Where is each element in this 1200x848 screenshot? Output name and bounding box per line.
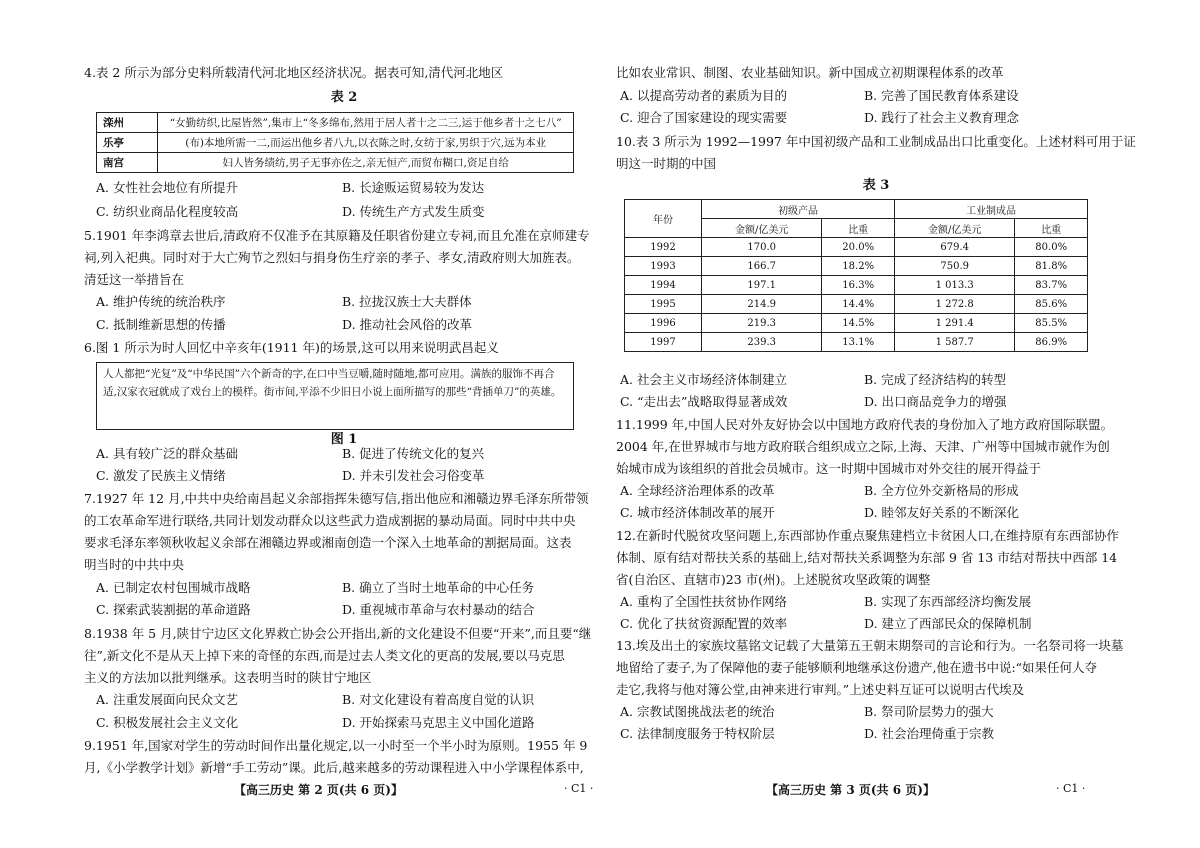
q13-option-b[interactable]: B. 祭司阶层势力的强大 [864, 704, 994, 719]
q6-option-d[interactable]: D. 并未引发社会习俗变革 [342, 468, 485, 483]
table-cell: 219.3 [702, 314, 822, 333]
q5-option-c[interactable]: C. 抵制维新思想的传播 [96, 317, 226, 332]
table-cell: 239.3 [702, 333, 822, 352]
table-cell: 197.1 [702, 276, 822, 295]
table-header: 金额/亿美元 [894, 219, 1014, 238]
q9-option-b[interactable]: B. 完善了国民教育体系建设 [864, 88, 1019, 103]
q8-stem-line: 8.1938 年 5 月,陕甘宁边区文化界救亡协会公开指出,新的文化建设不但要“开来”,而且要“继 [84, 626, 592, 641]
q13-stem-line: 走它,我将与他对簿公堂,由神来进行审判。”上述史料互证可以说明古代埃及 [616, 682, 1025, 697]
table-cell: 乐亭 [97, 133, 158, 153]
table-row [625, 295, 1088, 314]
table-cell: 18.2% [822, 257, 895, 276]
q5-stem-line: 清廷这一举措旨在 [84, 272, 185, 287]
table-header: 比重 [822, 219, 895, 238]
table-cell: 170.0 [702, 238, 822, 257]
table-row [625, 257, 1088, 276]
table-row [625, 333, 1088, 352]
q7-option-b[interactable]: B. 确立了当时土地革命的中心任务 [342, 580, 535, 595]
table-header: 初级产品 [702, 200, 895, 219]
q6-option-a[interactable]: A. 具有较广泛的群众基础 [96, 446, 238, 461]
q10-option-c[interactable]: C. “走出去”战略取得显著成效 [620, 394, 788, 409]
q8-option-a[interactable]: A. 注重发展面向民众文艺 [96, 692, 238, 707]
q9-option-d[interactable]: D. 践行了社会主义教育理念 [864, 110, 1020, 125]
q10-option-d[interactable]: D. 出口商品竞争力的增强 [864, 394, 1007, 409]
table-header: 年份 [625, 200, 702, 238]
q13-stem-line: 地留给了妻子,为了保障他的妻子能够顺利地继承这份遗产,他在遗书中说:“如果任何人夺 [616, 660, 1098, 675]
q11-option-b[interactable]: B. 全方位外交新格局的形成 [864, 483, 1019, 498]
q4-option-b[interactable]: B. 长途贩运贸易较为发达 [342, 180, 485, 195]
q13-option-c[interactable]: C. 法律制度服务于特权阶层 [620, 726, 775, 741]
table-cell: 1996 [625, 314, 702, 333]
table-cell: 1 587.7 [894, 333, 1014, 352]
table-cell: 16.3% [822, 276, 895, 295]
table-cell: 妇人皆务绩纺,男子无事亦佐之,亲无恒产,而贸布糊口,资足自给 [158, 153, 574, 173]
table-cell: 214.9 [702, 295, 822, 314]
table-cell: 86.9% [1015, 333, 1088, 352]
q8-option-d[interactable]: D. 开始探索马克思主义中国化道路 [342, 715, 535, 730]
table-row [625, 276, 1088, 295]
q11-stem-line: 始城市成为该组织的首批会员城市。这一时期中国城市对外交往的展开得益于 [616, 461, 1042, 476]
q6-option-b[interactable]: B. 促进了传统文化的复兴 [342, 446, 485, 461]
table-cell: 80.0% [1015, 238, 1088, 257]
q7-option-c[interactable]: C. 探索武装割据的革命道路 [96, 602, 251, 617]
table-cell: 滦州 [97, 113, 158, 133]
q8-option-b[interactable]: B. 对文化建设有着高度自觉的认识 [342, 692, 535, 707]
q12-option-b[interactable]: B. 实现了东西部经济均衡发展 [864, 594, 1032, 609]
q6-option-c[interactable]: C. 激发了民族主义情绪 [96, 468, 226, 483]
table-cell: 1993 [625, 257, 702, 276]
q12-stem-line: 12.在新时代脱贫攻坚问题上,东西部协作重点聚焦建档立卡贫困人口,在维持原有东西部协作 [616, 528, 1119, 543]
table2 [96, 112, 574, 173]
table-row [97, 113, 574, 133]
table-cell: 14.4% [822, 295, 895, 314]
page-code: · C1 · [564, 782, 594, 795]
q11-option-c[interactable]: C. 城市经济体制改革的展开 [620, 505, 775, 520]
q12-stem-line: 体制、原有结对帮扶关系的基础上,结对帮扶关系调整为东部 9 省 13 市结对帮扶中西部 14 [616, 550, 1118, 565]
table-cell: “女勤纺织,比屋皆然”,集市上“冬多绵布,然用于居人者十之二三,运于他乡者十之七八” [158, 113, 574, 133]
q9-option-a[interactable]: A. 以提高劳动者的素质为目的 [620, 88, 787, 103]
q10-stem-line: 明这一时期的中国 [616, 156, 717, 171]
q5-option-d[interactable]: D. 推动社会风俗的改革 [342, 317, 473, 332]
page-footer: 【高三历史 第 3 页(共 6 页)】 [766, 783, 935, 797]
table-header: 金额/亿美元 [702, 219, 822, 238]
q4-stem: 4.表 2 所示为部分史料所载清代河北地区经济状况。据表可知,清代河北地区 [84, 65, 504, 80]
q10-option-a[interactable]: A. 社会主义市场经济体制建立 [620, 372, 787, 387]
table2-title: 表 2 [330, 90, 358, 105]
table-cell: 85.5% [1015, 314, 1088, 333]
q11-stem-line: 2004 年,在世界城市与地方政府联合组织成立之际,上海、天津、广州等中国城市就作为创 [616, 439, 1110, 454]
table-cell: 20.0% [822, 238, 895, 257]
table-cell: 13.1% [822, 333, 895, 352]
table-row [97, 133, 574, 153]
q7-stem-line: 明当时的中共中央 [84, 557, 185, 572]
q5-option-a[interactable]: A. 维护传统的统治秩序 [96, 294, 226, 309]
table-cell: 1 272.8 [894, 295, 1014, 314]
figure1-label: 图 1 [330, 432, 358, 447]
table-cell: 750.9 [894, 257, 1014, 276]
q8-stem-line: 主义的方法加以批判继承。这表明当时的陕甘宁地区 [84, 670, 372, 685]
q8-option-c[interactable]: C. 积极发展社会主义文化 [96, 715, 239, 730]
page-code: · C1 · [1056, 782, 1086, 795]
q4-option-d[interactable]: D. 传统生产方式发生质变 [342, 204, 485, 219]
q7-option-d[interactable]: D. 重视城市革命与农村暴动的结合 [342, 602, 535, 617]
table-cell: 1997 [625, 333, 702, 352]
figure1-quote-box: 人人都把“光复”及“中华民国”六个新奇的字,在口中当豆嚼,随时随地,都可应用。满族的服饰不再合适,汉家衣冠就成了戏台上的模样。街市间,平添不少旧日小说上面所描写的那些“背插单刀”的英雄。 [96, 362, 574, 430]
q5-stem-line: 5.1901 年李鸿章去世后,清政府不仅准予在其原籍及任职省份建立专祠,而且允准在京师建专 [84, 228, 590, 243]
table-row [625, 314, 1088, 333]
table-header: 比重 [1015, 219, 1088, 238]
q5-stem-line: 祠,列入祀典。同时对于大亡殉节之烈妇与捐身伤生疗亲的孝子、孝女,清政府则大加旌表。 [84, 250, 580, 265]
q4-option-c[interactable]: C. 纺织业商品化程度较高 [96, 204, 239, 219]
q11-option-a[interactable]: A. 全球经济治理体系的改革 [620, 483, 775, 498]
table-cell: 1995 [625, 295, 702, 314]
q10-option-b[interactable]: B. 完成了经济结构的转型 [864, 372, 1007, 387]
q11-stem-line: 11.1999 年,中国人民对外友好协会以中国地方政府代表的身份加入了地方政府国际联盟。 [616, 417, 1114, 432]
q5-option-b[interactable]: B. 拉拢汉族士大夫群体 [342, 294, 472, 309]
q12-option-c[interactable]: C. 优化了扶贫资源配置的效率 [620, 616, 788, 631]
table-cell: (布)本地所需一二,而运出他乡者八九,以衣陈之时,女纺于家,男织于穴,远为本业 [158, 133, 574, 153]
table-cell: 1 013.3 [894, 276, 1014, 295]
q12-stem-line: 省(自治区、直辖市)23 市(州)。上述脱贫攻坚政策的调整 [616, 572, 931, 587]
q9-option-c[interactable]: C. 迎合了国家建设的现实需要 [620, 110, 788, 125]
q7-stem-line: 7.1927 年 12 月,中共中央给南昌起义余部指挥朱德写信,指出他应和湘赣边界毛泽东所带领 [84, 491, 589, 506]
q9-stem-line: 月,《小学教学计划》新增“手工劳动”课。此后,越来越多的劳动课程进入中小学课程体系中, [84, 760, 584, 775]
q13-option-a[interactable]: A. 宗教试图挑战法老的统治 [620, 704, 775, 719]
table-cell: 1 291.4 [894, 314, 1014, 333]
table-cell: 1994 [625, 276, 702, 295]
q10-stem-line: 10.表 3 所示为 1992—1997 年中国初级产品和工业制成品出口比重变化。上述材料可用于证 [616, 134, 1136, 149]
table-cell: 85.6% [1015, 295, 1088, 314]
q9-stem-cont: 比如农业常识、制图、农业基础知识。新中国成立初期课程体系的改革 [616, 65, 1004, 80]
table-row [97, 153, 574, 173]
q11-option-d[interactable]: D. 睦邻友好关系的不断深化 [864, 505, 1020, 520]
table-header: 工业制成品 [894, 200, 1087, 219]
table3 [624, 199, 1088, 352]
q13-option-d[interactable]: D. 社会治理倚重于宗教 [864, 726, 995, 741]
table-header-row [625, 200, 1088, 219]
q12-option-a[interactable]: A. 重构了全国性扶贫协作网络 [620, 594, 787, 609]
table-cell: 166.7 [702, 257, 822, 276]
q12-option-d[interactable]: D. 建立了西部民众的保障机制 [864, 616, 1032, 631]
q9-stem-line: 9.1951 年,国家对学生的劳动时间作出量化规定,以一小时至一个半小时为原则。1955 年 9 [84, 738, 588, 753]
q7-stem-line: 的工农革命军进行联络,共同计划发动群众以这些武力造成割据的暴动局面。同时中共中央 [84, 513, 576, 528]
table3-title: 表 3 [862, 178, 890, 193]
q7-stem-line: 要求毛泽东率领秋收起义余部在湘赣边界或湘南创造一个深入土地革命的割据局面。这表 [84, 535, 572, 550]
table-row [625, 238, 1088, 257]
table-cell: 679.4 [894, 238, 1014, 257]
page-footer: 【高三历史 第 2 页(共 6 页)】 [234, 783, 403, 797]
table-cell: 14.5% [822, 314, 895, 333]
table-cell: 1992 [625, 238, 702, 257]
q8-stem-line: 往”,新文化不是从天上掉下来的奇怪的东西,而是过去人类文化的更高的发展,要以马克思 [84, 648, 565, 663]
q4-option-a[interactable]: A. 女性社会地位有所提升 [96, 180, 238, 195]
q13-stem-line: 13.埃及出土的家族坟墓铭文记载了大量第五王朝末期祭司的言论和行为。一名祭司将一块墓 [616, 638, 1124, 653]
q7-option-a[interactable]: A. 已制定农村包围城市战略 [96, 580, 251, 595]
table-cell: 南宫 [97, 153, 158, 173]
q6-stem: 6.图 1 所示为时人回忆中辛亥年(1911 年)的场景,这可以用来说明武昌起义 [84, 340, 499, 355]
table-cell: 81.8% [1015, 257, 1088, 276]
table-cell: 83.7% [1015, 276, 1088, 295]
